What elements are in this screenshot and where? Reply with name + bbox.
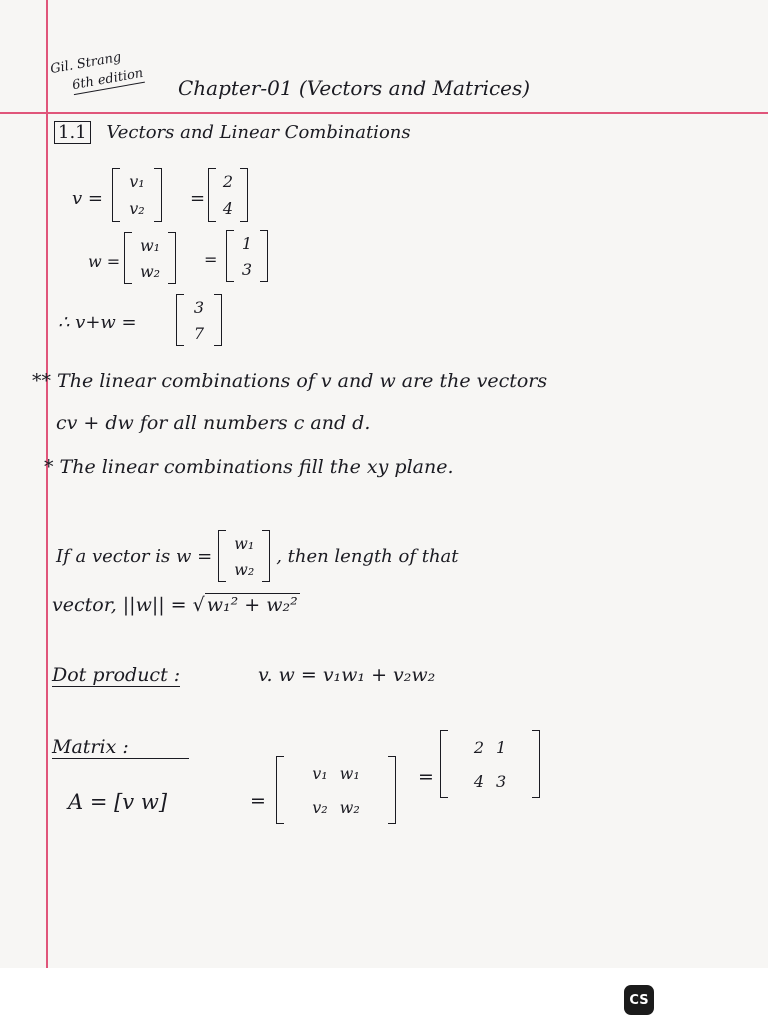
dot-product-formula: v. w = v₁w₁ + v₂w₂ bbox=[258, 664, 436, 686]
matrix-entry-w2: w₂ bbox=[339, 797, 360, 817]
matrix-value-a11: 2 bbox=[473, 737, 484, 757]
section-heading bbox=[54, 122, 411, 143]
sum-label: ∴ v+w = bbox=[58, 312, 137, 333]
right-bracket bbox=[240, 168, 248, 222]
combinations-line-1: ** The linear combinations of v and w are the vectors bbox=[32, 370, 548, 392]
w-equals: = bbox=[204, 250, 218, 269]
left-bracket bbox=[176, 294, 184, 346]
right-bracket bbox=[262, 530, 270, 582]
length-vector-entry-1: w₁ bbox=[234, 533, 255, 553]
length-vector bbox=[218, 530, 270, 582]
combinations-line-2: cv + dw for all numbers c and d. bbox=[56, 412, 371, 434]
matrix-equals-2: = bbox=[418, 766, 434, 788]
matrix-label: Matrix : bbox=[52, 736, 189, 759]
length-vector-entry-2: w₂ bbox=[234, 559, 255, 579]
w-numeric-vector bbox=[226, 230, 268, 282]
header-line bbox=[0, 112, 768, 114]
v-equals: = bbox=[190, 188, 206, 209]
length-line-1-prefix: If a vector is w = bbox=[56, 545, 213, 567]
chapter-title: Chapter-01 (Vectors and Matrices) bbox=[178, 76, 531, 100]
numeric-matrix bbox=[440, 730, 540, 798]
sum-vector bbox=[176, 294, 222, 346]
w-entry-2: w₂ bbox=[139, 261, 161, 281]
left-bracket bbox=[218, 530, 226, 582]
matrix-entry-w1: w₁ bbox=[339, 763, 360, 783]
w-value-2: 3 bbox=[241, 259, 253, 279]
note-edition: 6th edition bbox=[71, 65, 145, 94]
right-bracket bbox=[388, 756, 396, 824]
matrix-value-a21: 4 bbox=[473, 771, 484, 791]
left-bracket bbox=[112, 168, 120, 222]
v-label: v = bbox=[72, 188, 103, 209]
right-bracket bbox=[154, 168, 162, 222]
dot-product-label: Dot product : bbox=[52, 664, 181, 686]
camscanner-logo-icon: CS bbox=[624, 985, 654, 1015]
matrix-definition: A = [v w] bbox=[68, 790, 168, 814]
matrix-value-a12: 1 bbox=[496, 737, 507, 757]
left-bracket bbox=[226, 230, 234, 282]
plane-line: * The linear combinations fill the xy plane. bbox=[44, 456, 454, 478]
section-title: Vectors and Linear Combinations bbox=[106, 122, 411, 143]
length-line-2 bbox=[52, 594, 300, 616]
length-line-1-suffix: , then length of that bbox=[276, 545, 459, 567]
left-bracket bbox=[276, 756, 284, 824]
right-bracket bbox=[532, 730, 540, 798]
v-symbolic-vector bbox=[112, 168, 162, 222]
w-label: w = bbox=[88, 252, 121, 271]
matrix-equals-1: = bbox=[250, 790, 266, 812]
matrix-entry-v2: v₂ bbox=[312, 797, 328, 817]
v-value-1: 2 bbox=[222, 172, 234, 191]
v-entry-2: v₂ bbox=[129, 199, 145, 218]
v-numeric-vector bbox=[208, 168, 248, 222]
w-entry-1: w₁ bbox=[139, 235, 161, 255]
left-bracket bbox=[124, 232, 132, 284]
w-value-1: 1 bbox=[241, 233, 253, 253]
sum-value-1: 3 bbox=[193, 297, 205, 317]
left-bracket bbox=[208, 168, 216, 222]
section-number: 1.1 bbox=[54, 121, 91, 144]
right-bracket bbox=[214, 294, 222, 346]
v-entry-1: v₁ bbox=[129, 172, 145, 191]
length-formula-prefix: vector, ||w|| = √ bbox=[52, 594, 205, 616]
matrix-entry-v1: v₁ bbox=[312, 763, 328, 783]
margin-line bbox=[46, 0, 48, 968]
v-value-2: 4 bbox=[222, 199, 234, 218]
sum-value-2: 7 bbox=[193, 323, 205, 343]
matrix-value-a22: 3 bbox=[496, 771, 507, 791]
length-line-1 bbox=[56, 530, 459, 582]
right-bracket bbox=[260, 230, 268, 282]
right-bracket bbox=[168, 232, 176, 284]
symbolic-matrix bbox=[276, 756, 396, 824]
length-radicand: w₁² + w₂² bbox=[206, 594, 298, 616]
note-author: Gil. Strang bbox=[49, 49, 123, 78]
w-symbolic-vector bbox=[124, 232, 176, 284]
left-bracket bbox=[440, 730, 448, 798]
